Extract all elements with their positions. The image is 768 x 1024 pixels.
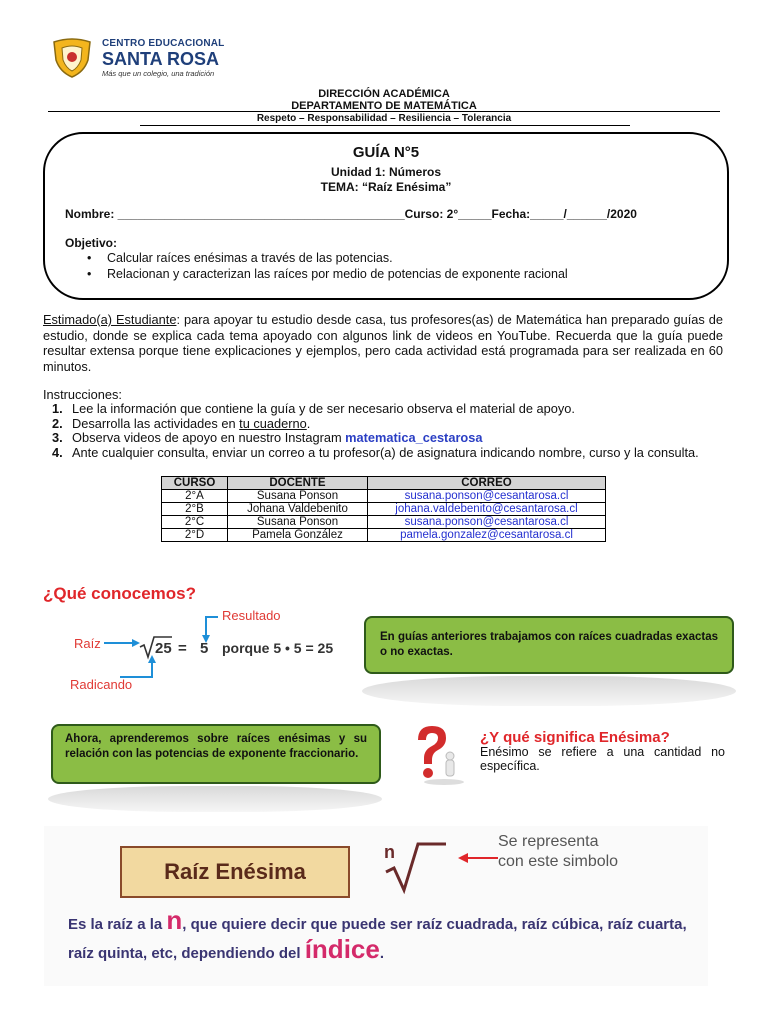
instruction-number: 4. xyxy=(52,444,63,460)
big-indice: índice xyxy=(304,934,380,964)
table-row xyxy=(162,529,606,542)
banner-title: Raíz Enésima xyxy=(120,846,350,898)
instruction-item xyxy=(52,402,724,417)
instruction-text: Ante cualquier consulta, enviar un correo a tu profesor(a) de asignatura indicando nombre, curso y la consulta. xyxy=(72,444,699,460)
objective-item: • Relacionan y caracterizan las raíces por medio de potencias de exponente racional xyxy=(85,267,568,281)
table-row xyxy=(162,516,606,529)
intro-paragraph xyxy=(43,312,723,374)
learn-nth-roots-box: Ahora, aprenderemos sobre raíces enésimas y su relación con las potencias de exponente fraccionario. xyxy=(51,724,381,784)
instructions-title: Instrucciones: xyxy=(43,387,122,402)
box-shadow xyxy=(362,676,736,706)
objective-list xyxy=(85,251,568,283)
cell-email-link[interactable]: susana.ponson@cesantarosa.cl xyxy=(368,490,606,503)
represent-line2: con este simbolo xyxy=(498,853,619,870)
guide-unit: Unidad 1: Números xyxy=(330,165,441,179)
label-resultado: Resultado xyxy=(222,608,281,623)
instruction-notebook: tu cuaderno xyxy=(239,415,307,431)
cell-curso: 2°B xyxy=(162,503,228,516)
root-diagram xyxy=(70,605,360,695)
radicand-value: 25 xyxy=(155,640,172,657)
logo-line2: SANTA ROSA xyxy=(102,48,219,69)
school-logo xyxy=(48,38,225,78)
guide-title: GUÍA N°5 xyxy=(352,144,420,161)
logo-line1: CENTRO EDUCACIONAL xyxy=(102,37,225,49)
header-direction: DIRECCIÓN ACADÉMICA xyxy=(318,88,450,100)
instruction-number: 2. xyxy=(52,415,63,431)
intro-greeting: Estimado(a) Estudiante xyxy=(43,312,177,327)
represent-line1: Se representa xyxy=(498,833,599,850)
instruction-item xyxy=(52,446,724,461)
cell-curso: 2°D xyxy=(162,529,228,542)
intro-text: : para apoyar tu estudio desde casa, tus profesores(as) de Matemática han preparado guías de estudio, donde se explica cada tema apoyado con algunos link de videos en YouTube. Recuerda que la guía puede resultar extensa porque tiene explicaciones y ejemplos, pero cada actividad está programada para ser realizada en 60 minutos. xyxy=(43,312,723,374)
section-heading-enesima: ¿Y qué significa Enésima? xyxy=(480,729,670,746)
cell-curso: 2°C xyxy=(162,516,228,529)
cell-curso: 2°A xyxy=(162,490,228,503)
objective-item: • Calcular raíces enésimas a través de las potencias. xyxy=(85,251,568,265)
instruction-item xyxy=(52,417,724,432)
guide-topic: TEMA: “Raíz Enésima” xyxy=(320,180,452,194)
column-header-curso: CURSO xyxy=(162,477,228,490)
instruction-text-end: . xyxy=(306,415,311,431)
previous-guides-box: En guías anteriores trabajamos con raíces cuadradas exactas o no exactas. xyxy=(364,616,734,674)
section-heading-que-conocemos: ¿Qué conocemos? xyxy=(43,584,197,603)
box-shadow xyxy=(48,786,382,812)
cell-docente: Johana Valdebenito xyxy=(228,503,368,516)
label-radicando: Radicando xyxy=(70,677,133,692)
equals-sign: = xyxy=(178,640,187,657)
cell-email-link[interactable]: johana.valdebenito@cesantarosa.cl xyxy=(368,503,606,516)
question-mark-icon xyxy=(404,722,466,786)
enesima-definition: Enésimo se refiere a una cantidad no específica. xyxy=(480,745,725,773)
instruction-text: Lee la información que contiene la guía y de ser necesario observa el material de apoyo. xyxy=(72,401,575,416)
table-row xyxy=(162,503,606,516)
column-header-correo: CORREO xyxy=(368,477,606,490)
teacher-contact-table xyxy=(161,476,606,542)
instruction-text: Observa videos de apoyo en nuestro Instagram xyxy=(72,430,346,446)
cell-docente: Susana Ponson xyxy=(228,490,368,503)
arrow-left-icon xyxy=(458,852,498,864)
nth-root-banner xyxy=(44,826,708,986)
table-row xyxy=(162,490,606,503)
cell-email-link[interactable]: pamela.gonzalez@cesantarosa.cl xyxy=(368,529,606,542)
explanation-text: Es la raíz a la xyxy=(68,916,167,933)
header-values: Respeto – Responsabilidad – Resiliencia – Tolerancia xyxy=(256,113,512,124)
logo-tagline: Más que un colegio, una tradición xyxy=(102,68,215,78)
nth-root-symbol-icon xyxy=(380,836,450,896)
school-crest-icon xyxy=(48,38,96,78)
guide-info-box xyxy=(43,132,729,300)
explanation-end: . xyxy=(379,945,385,962)
instruction-item xyxy=(52,431,724,446)
cell-docente: Pamela González xyxy=(228,529,368,542)
banner-explanation xyxy=(68,905,708,966)
explanation-text: , que quiere decir que puede ser raíz cuadrada, raíz cúbica, raíz cuarta, raíz quinta, etc, dependiendo del xyxy=(68,916,687,962)
porque-text: porque 5 • 5 = 25 xyxy=(222,640,334,656)
instruction-number: 3. xyxy=(52,430,63,446)
instruction-number: 1. xyxy=(52,401,63,416)
column-header-docente: DOCENTE xyxy=(228,477,368,490)
represent-text xyxy=(498,832,618,872)
header-divider xyxy=(48,111,720,112)
instructions-list xyxy=(52,402,724,460)
result-value: 5 xyxy=(200,640,209,657)
big-n: n xyxy=(166,905,183,935)
instagram-link[interactable]: matematica_cestarosa xyxy=(345,430,483,446)
index-n: n xyxy=(384,842,395,862)
cell-email-link[interactable]: susana.ponson@cesantarosa.cl xyxy=(368,516,606,529)
label-raiz: Raíz xyxy=(74,636,101,651)
header-department: DEPARTAMENTO DE MATEMÁTICA xyxy=(291,100,477,112)
values-underline xyxy=(140,125,630,126)
objective-label: Objetivo: xyxy=(65,236,118,250)
student-info-line: Nombre: ___________________________________________Curso: 2°_____Fecha:_____/______/2020 xyxy=(65,207,637,221)
cell-docente: Susana Ponson xyxy=(228,516,368,529)
instruction-text: Desarrolla las actividades en xyxy=(72,415,240,431)
table-header-row xyxy=(162,477,606,490)
